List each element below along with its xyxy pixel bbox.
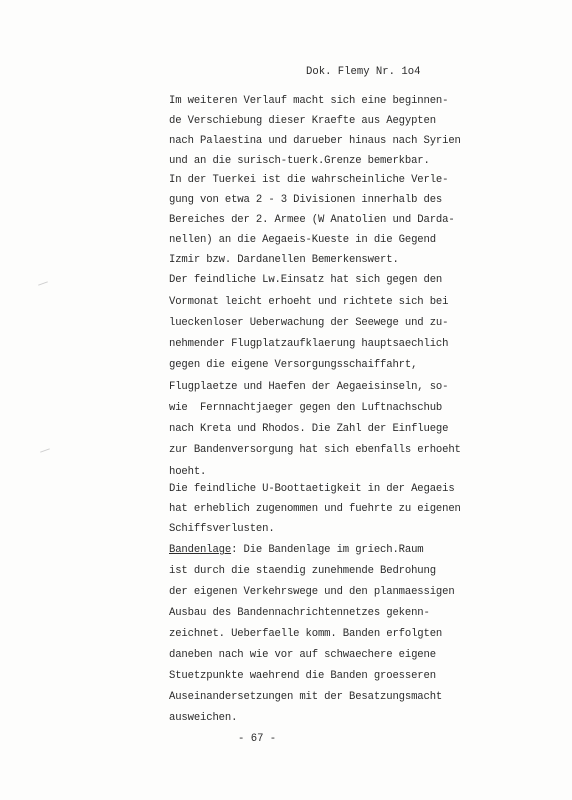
text-line: Stuetzpunkte waehrend die Banden groesseren	[169, 670, 436, 682]
text-line: nellen) an die Aegaeis-Kueste in die Gegend	[169, 234, 436, 246]
paragraph-1	[169, 95, 461, 167]
text-line: ausweichen.	[169, 712, 238, 724]
text-line: hoeht.	[169, 466, 207, 478]
text-line: Schiffsverlusten.	[169, 523, 275, 535]
text-line: zur Bandenversorgung hat sich ebenfalls erhoeht	[169, 444, 461, 456]
text-line: nehmender Flugplatzaufklaerung hauptsaechlich	[169, 338, 449, 350]
text-line: lueckenloser Ueberwachung der Seewege und zu-	[169, 317, 449, 329]
text-line: nach Kreta und Rhodos. Die Zahl der Einfluege	[169, 423, 449, 435]
bandenlage-heading: Bandenlage	[169, 544, 232, 556]
text-line: zeichnet. Ueberfaelle komm. Banden erfolgten	[169, 628, 443, 640]
text-line: Izmir bzw. Dardanellen Bemerkenswert.	[169, 254, 399, 266]
text-line: nach Palaestina und darueber hinaus nach Syrien	[169, 135, 461, 147]
text-line: daneben nach wie vor auf schwaechere eigene	[169, 649, 436, 661]
paragraph-4	[169, 483, 461, 543]
text-line: ist durch die staendig zunehmende Bedrohung	[169, 565, 436, 577]
page-number: - 67 -	[238, 733, 277, 745]
text-line: Die feindliche U-Boottaetigkeit in der Aegaeis	[169, 483, 455, 495]
bandenlage-section	[169, 544, 455, 724]
text-line: Im weiteren Verlauf macht sich eine beginnen-	[169, 95, 449, 107]
text-line: wie Fernnachtjaeger gegen den Luftnachschub	[169, 402, 443, 414]
bandenlage-intro: : Die Bandenlage im griech.Raum	[231, 544, 424, 556]
paragraph-3	[169, 274, 461, 478]
text-line: de Verschiebung dieser Kraefte aus Aegypten	[169, 115, 436, 127]
bandenlage-first-line	[169, 544, 424, 556]
text-line: Vormonat leicht erhoeht und richtete sich bei	[169, 296, 449, 308]
text-line: Ausbau des Bandennachrichtennetzes gekenn-	[169, 607, 430, 619]
text-line: gung von etwa 2 - 3 Divisionen innerhalb des	[169, 194, 443, 206]
text-line: Auseinandersetzungen mit der Besatzungsmacht	[169, 691, 443, 703]
paragraph-2	[169, 174, 455, 266]
text-line: gegen die eigene Versorgungsschaiffahrt,	[169, 359, 418, 371]
text-line: Flugplaetze und Haefen der Aegaeisinseln, so-	[169, 381, 449, 393]
text-line: In der Tuerkei ist die wahrscheinliche Verle-	[169, 174, 449, 186]
text-line: hat erheblich zugenommen und fuehrte zu eigenen	[169, 503, 461, 515]
text-line: und an die surisch-tuerk.Grenze bemerkbar.	[169, 155, 430, 167]
margin-mark	[40, 448, 50, 452]
text-line: Bereiches der 2. Armee (W Anatolien und Darda-	[169, 214, 455, 226]
margin-mark	[38, 281, 48, 285]
text-line: Der feindliche Lw.Einsatz hat sich gegen den	[169, 274, 443, 286]
document-reference: Dok. Flemy Nr. 1o4	[306, 66, 421, 78]
text-line: der eigenen Verkehrswege und den planmaessigen	[169, 586, 455, 598]
